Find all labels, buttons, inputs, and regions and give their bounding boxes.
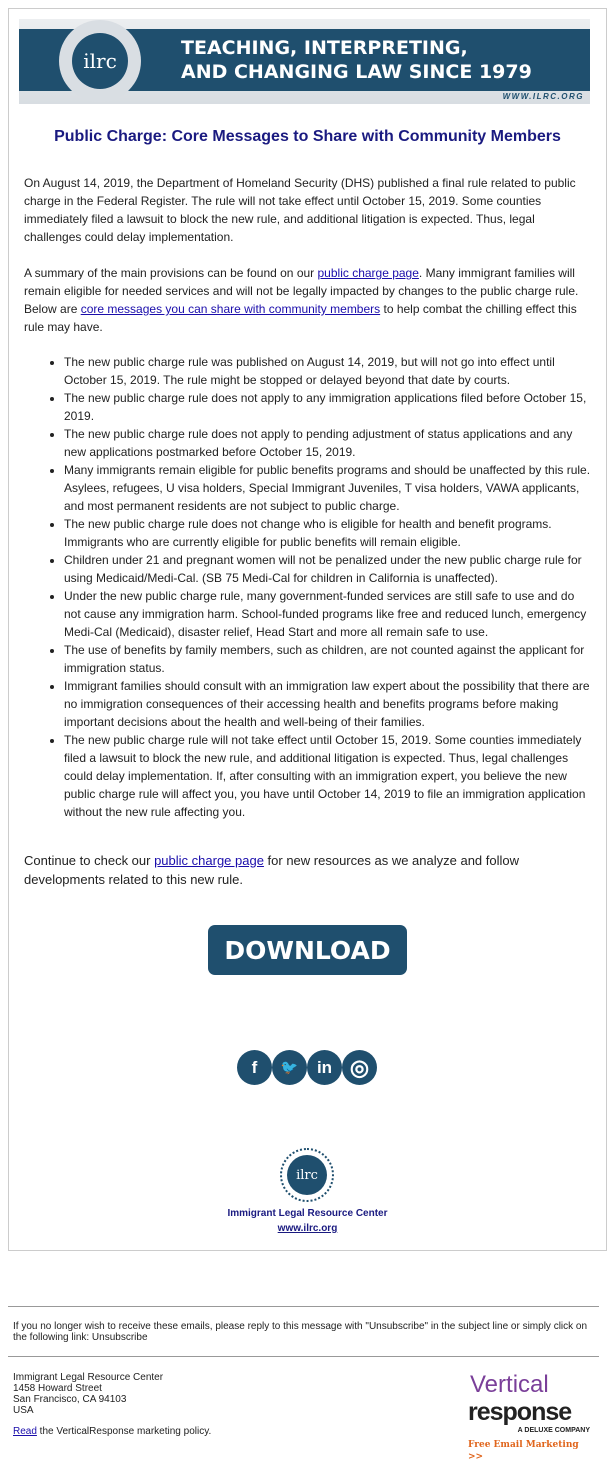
email-card [8, 8, 607, 1251]
header-banner [19, 19, 590, 104]
banner-tagline: TEACHING, INTERPRETING, AND CHANGING LAW SINCE 1979 [181, 37, 532, 83]
continue-paragraph: Continue to check our public charge page for new resources as we analyze and follow developments related to this new rule. [24, 853, 520, 887]
list-item: • The new public charge rule was published on August 14, 2019, but will not go into effect until October 15, 2019. The rule might be stopped or delayed beyond that date by courts. [64, 353, 592, 389]
page-title: Public Charge: Core Messages to Share with Community Members [54, 128, 561, 145]
public-charge-page-link-2[interactable]: public charge page [154, 853, 264, 868]
list-item: • The new public charge rule will not take effect until October 15, 2019. Some counties immediately filed a lawsuit to block the new rule, and additional litigation is expected. Thus, legal challenges could delay implementation. If, after consulting with an immigration expert, you believe the new public charge rule will affect you, you have until October 14, 2019 to file an immigration application without the new rule affecting you. [64, 731, 592, 821]
facebook-icon[interactable]: f [237, 1050, 272, 1085]
list-item: • Immigrant families should consult with an immigration law expert about the possibility that there are no immigration consequences of their accessing health and benefits programs before making important decisions about the health and well-being of their families. [64, 677, 592, 731]
divider [8, 1356, 599, 1357]
divider [8, 1306, 599, 1307]
read-policy-link[interactable]: Read [13, 1426, 37, 1437]
policy-text: Read the VerticalResponse marketing policy. [13, 1426, 212, 1437]
footer-bottom [13, 1372, 593, 1463]
list-item: • Children under 21 and pregnant women will not be penalized under the new public charge rule for using Medicaid/Medi-Cal. (SB 75 Medi-Cal for children in California is unaffected). [64, 551, 592, 587]
list-item: • Many immigrants remain eligible for public benefits programs and should be unaffected by this rule. Asylees, refugees, U visa holders, Special Immigrant Juveniles, T visa holders, VAWA applicants, and most permanent residents are not subject to public charge. [64, 461, 592, 515]
public-charge-page-link[interactable]: public charge page [317, 266, 419, 280]
list-item: • The new public charge rule does not apply to any immigration applications filed before October 15, 2019. [64, 389, 592, 425]
intro-paragraph: On August 14, 2019, the Department of Homeland Security (DHS) published a final rule related to public charge in the Federal Register. The rule will not take effect until October 15, 2019. Some counties immediately filed a lawsuit to block the new rule, and additional litigation is expected. Thus, legal challenges could delay implementation. [24, 176, 576, 244]
download-button[interactable]: DOWNLOAD [208, 925, 407, 975]
banner-url: WWW.ILRC.ORG [502, 92, 584, 101]
ilrc-footer-logo: ilrc [280, 1148, 334, 1202]
org-website-link[interactable]: www.ilrc.org [277, 1223, 338, 1234]
list-item: • The new public charge rule does not apply to pending adjustment of status applications and any new applications postmarked before October 15, 2019. [64, 425, 592, 461]
list-item: • The use of benefits by family members, such as children, are not counted against the applicant for immigration status. [64, 641, 592, 677]
social-links [237, 1050, 606, 1085]
free-email-marketing-link: Free Email Marketing >> [468, 1440, 579, 1462]
core-messages-list [24, 353, 592, 821]
linkedin-icon[interactable]: in [307, 1050, 342, 1085]
list-item: • The new public charge rule does not change who is eligible for health and benefit programs. Immigrants who are currently eligible for public benefits will remain eligible. [64, 515, 592, 551]
ilrc-logo: ilrc [59, 20, 141, 102]
summary-paragraph: A summary of the main provisions can be found on our public charge page. Many immigrant families will remain eligible for needed services and will not be legally impacted by changes to the public charge rule. Below are core messages you can share with community members to help combat the chilling effect this rule may have. [24, 266, 579, 334]
core-messages-link[interactable]: core messages you can share with community members [80, 302, 381, 316]
address-block: Immigrant Legal Resource Center 1458 Howard Street San Francisco, CA 94103 USA [13, 1372, 164, 1416]
list-item: • Under the new public charge rule, many government-funded services are still safe to use and do not cause any immigration harm. School-funded programs like free and reduced lunch, emergency Medi-Cal (Medicaid), disaster relief, Head Start and more all remain safe to use. [64, 587, 592, 641]
verticalresponse-logo[interactable]: Vertical response A DELUXE COMPANY Free Email Marketing >> [468, 1372, 593, 1463]
org-name: Immigrant Legal Resource Center [227, 1208, 388, 1219]
footer-left [13, 1372, 211, 1463]
unsubscribe-text: If you no longer wish to receive these emails, please reply to this message with "Unsubscribe" in the subject line or simply click on the following link: Unsubscribe [13, 1321, 588, 1343]
twitter-icon[interactable]: 🐦 [272, 1050, 307, 1085]
instagram-icon[interactable]: ◎ [342, 1050, 377, 1085]
